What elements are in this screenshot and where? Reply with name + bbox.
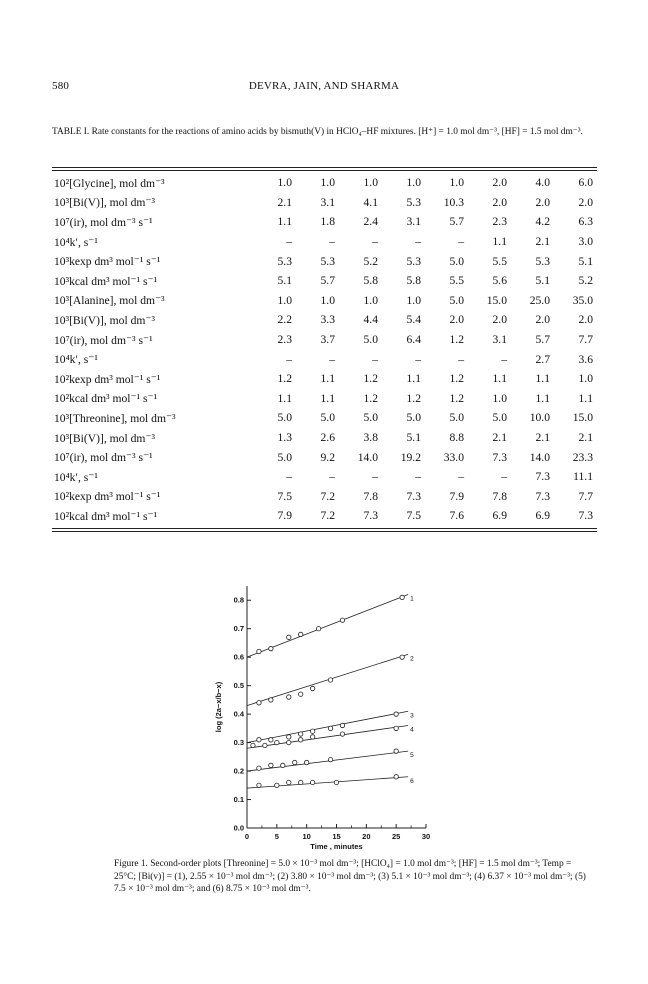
data-point bbox=[340, 723, 344, 727]
table-cell: 2.1 bbox=[578, 431, 593, 445]
data-point bbox=[299, 692, 303, 696]
table-cell: 1.0 bbox=[406, 176, 421, 190]
y-tick-label: 0.6 bbox=[233, 652, 244, 662]
table-cell: 2.1 bbox=[535, 235, 550, 249]
data-point bbox=[293, 760, 297, 764]
table-cell: 33.0 bbox=[443, 450, 464, 464]
table-cell: 5.5 bbox=[492, 254, 507, 268]
data-point bbox=[287, 740, 291, 744]
y-tick-label: 0.1 bbox=[233, 795, 244, 805]
data-point bbox=[400, 595, 404, 599]
table-cell: 2.0 bbox=[492, 176, 507, 190]
row-label: 10⁷(ir), mol dm⁻³ s⁻¹ bbox=[54, 333, 153, 347]
table-cell: 1.0 bbox=[492, 391, 507, 405]
data-point bbox=[287, 695, 291, 699]
table-cell: 7.5 bbox=[406, 509, 421, 523]
table-cell: 5.3 bbox=[535, 254, 550, 268]
series-label-4: 4 bbox=[410, 726, 414, 734]
data-point bbox=[269, 738, 273, 742]
y-tick-label: 0.8 bbox=[233, 595, 244, 605]
table-cell: 19.2 bbox=[400, 450, 421, 464]
table-cell: 23.3 bbox=[572, 450, 593, 464]
table-cell: 7.8 bbox=[363, 489, 378, 503]
table-cell: – bbox=[458, 235, 464, 249]
table-cell: – bbox=[286, 470, 292, 484]
row-label: 10³[Bi(V)], mol dm⁻³ bbox=[54, 431, 155, 445]
row-label: 10³[Bi(V)], mol dm⁻³ bbox=[54, 196, 155, 210]
table-cell: 1.8 bbox=[320, 215, 335, 229]
table-cell: 8.8 bbox=[449, 431, 464, 445]
table-cell: 2.0 bbox=[578, 313, 593, 327]
table-cell: 4.2 bbox=[535, 215, 550, 229]
data-point bbox=[316, 627, 320, 631]
data-point bbox=[251, 743, 255, 747]
table-cell: 5.8 bbox=[363, 274, 378, 288]
table-cell: 2.0 bbox=[535, 195, 550, 209]
table-cell: 5.3 bbox=[277, 254, 292, 268]
x-tick-label: 15 bbox=[332, 832, 341, 841]
table-cell: 7.2 bbox=[320, 489, 335, 503]
data-point bbox=[269, 763, 273, 767]
table-cell: 5.1 bbox=[578, 254, 593, 268]
table-cell: 1.1 bbox=[578, 391, 593, 405]
data-point bbox=[269, 698, 273, 702]
fit-line-5 bbox=[247, 751, 408, 771]
table-cell: 5.7 bbox=[320, 274, 335, 288]
data-point bbox=[263, 743, 267, 747]
table-cell: 2.0 bbox=[449, 313, 464, 327]
table-cell: 7.3 bbox=[492, 450, 507, 464]
table-cell: 2.1 bbox=[492, 431, 507, 445]
table-cell: 4.1 bbox=[363, 195, 378, 209]
y-axis-label: log (2a−x/b−x) bbox=[214, 681, 223, 733]
table-cell: 1.2 bbox=[363, 391, 378, 405]
table-cell: 1.0 bbox=[320, 176, 335, 190]
table-cell: 7.9 bbox=[449, 489, 464, 503]
table-cell: 2.3 bbox=[492, 215, 507, 229]
table-cell: 2.1 bbox=[535, 431, 550, 445]
series-label-2: 2 bbox=[410, 655, 414, 663]
table-cell: – bbox=[372, 235, 378, 249]
table-cell: 3.0 bbox=[578, 235, 593, 249]
table-cell: 2.0 bbox=[492, 195, 507, 209]
table-cell: 1.1 bbox=[535, 372, 550, 386]
row-label: 10²[Glycine], mol dm⁻³ bbox=[54, 176, 165, 190]
y-tick-label: 0.0 bbox=[233, 823, 244, 833]
table-cell: – bbox=[286, 235, 292, 249]
table-cell: 5.8 bbox=[406, 274, 421, 288]
table-cell: 5.0 bbox=[320, 411, 335, 425]
data-point bbox=[394, 726, 398, 730]
table-cell: 25.0 bbox=[529, 293, 550, 307]
data-point bbox=[281, 763, 285, 767]
data-point bbox=[394, 775, 398, 779]
table-cell: 10.0 bbox=[529, 411, 550, 425]
table-cell: 6.9 bbox=[535, 509, 550, 523]
table-cell: 1.0 bbox=[449, 176, 464, 190]
data-point bbox=[257, 783, 261, 787]
series-label-1: 1 bbox=[410, 595, 414, 603]
table-cell: 7.3 bbox=[406, 489, 421, 503]
data-point bbox=[304, 760, 308, 764]
table-cell: 2.7 bbox=[535, 352, 550, 366]
fit-line-6 bbox=[247, 777, 408, 788]
table-cell: 1.2 bbox=[363, 372, 378, 386]
figure-caption: Figure 1. Second-order plots [Threonine] = 5.0 × 10⁻³ mol dm⁻³; [HClO₄] = 1.0 mol dm⁻³; [HF] = 1.5 mol dm⁻³; Temp = 25°C; [Bi(v)] = (1), 2.55 × 10⁻³ mol dm⁻³; (2) 3.80 × 10⁻³ mol dm⁻³; (3) 5.1 × 10⁻³ mol dm⁻³; (4) 6.37 × 10⁻³ mol dm⁻³; (5) 7.5 × 10⁻³ mol dm⁻³; and (6) 8.75 × 10⁻³ mol dm⁻³. bbox=[114, 859, 586, 895]
table-cell: 2.4 bbox=[363, 215, 378, 229]
data-point bbox=[287, 735, 291, 739]
table-cell: 5.6 bbox=[492, 274, 507, 288]
table-cell: 14.0 bbox=[357, 450, 378, 464]
table-cell: 5.0 bbox=[449, 411, 464, 425]
table-cell: 7.3 bbox=[363, 509, 378, 523]
y-tick-label: 0.5 bbox=[233, 681, 244, 691]
x-tick-label: 20 bbox=[362, 832, 371, 841]
table-cell: 7.7 bbox=[578, 333, 593, 347]
table-cell: 2.0 bbox=[535, 313, 550, 327]
table-cell: 3.1 bbox=[492, 333, 507, 347]
table-cell: 5.2 bbox=[578, 274, 593, 288]
x-tick-label: 25 bbox=[391, 832, 401, 841]
data-point bbox=[394, 712, 398, 716]
y-tick-label: 0.7 bbox=[233, 624, 244, 634]
table-cell: 6.3 bbox=[578, 215, 593, 229]
table-cell: 5.0 bbox=[449, 293, 464, 307]
data-point bbox=[299, 780, 303, 784]
table-cell: 3.3 bbox=[320, 313, 335, 327]
fit-line-4 bbox=[247, 726, 408, 749]
table-cell: 5.0 bbox=[277, 450, 292, 464]
data-point bbox=[310, 686, 314, 690]
table-cell: 2.0 bbox=[578, 195, 593, 209]
x-tick-label: 10 bbox=[302, 832, 311, 841]
row-label: 10³[Bi(V)], mol dm⁻³ bbox=[54, 313, 155, 327]
table-cell: 6.9 bbox=[492, 509, 507, 523]
table-cell: 5.7 bbox=[449, 215, 464, 229]
table-cell: 7.3 bbox=[535, 489, 550, 503]
y-tick-label: 0.4 bbox=[233, 709, 244, 719]
table-cell: 14.0 bbox=[529, 450, 550, 464]
row-label: 10³kexp dm³ mol⁻¹ s⁻¹ bbox=[54, 255, 161, 269]
table-cell: 9.2 bbox=[320, 450, 335, 464]
row-label: 10⁷(ir), mol dm⁻³ s⁻¹ bbox=[54, 451, 153, 465]
x-axis-label: Time , minutes bbox=[310, 842, 363, 851]
table-cell: 1.1 bbox=[535, 391, 550, 405]
table-cell: – bbox=[501, 470, 507, 484]
table-cell: 1.1 bbox=[406, 372, 421, 386]
table-cell: 7.3 bbox=[578, 509, 593, 523]
data-point bbox=[310, 729, 314, 733]
table-cell: – bbox=[501, 352, 507, 366]
table-cell: – bbox=[329, 352, 335, 366]
table-cell: 1.0 bbox=[406, 293, 421, 307]
series-label-6: 6 bbox=[410, 777, 414, 785]
data-point bbox=[299, 732, 303, 736]
table-cell: – bbox=[372, 352, 378, 366]
row-label: 10³[Threonine], mol dm⁻³ bbox=[54, 411, 176, 425]
table-cell: – bbox=[329, 235, 335, 249]
table-cell: 2.1 bbox=[277, 195, 292, 209]
table-cell: 1.1 bbox=[277, 215, 292, 229]
table-cell: 1.0 bbox=[363, 293, 378, 307]
table-cell: 1.2 bbox=[449, 391, 464, 405]
table-cell: 6.0 bbox=[578, 176, 593, 190]
table-cell: 11.1 bbox=[573, 470, 593, 484]
table-cell: 1.0 bbox=[277, 176, 292, 190]
data-point bbox=[287, 780, 291, 784]
table-cell: 3.1 bbox=[406, 215, 421, 229]
table-cell: 7.3 bbox=[535, 470, 550, 484]
table-cell: 1.2 bbox=[449, 333, 464, 347]
table-cell: 15.0 bbox=[572, 411, 593, 425]
data-point bbox=[310, 735, 314, 739]
table-cell: 1.1 bbox=[492, 235, 507, 249]
row-label: 10²kexp dm³ mol⁻¹ s⁻¹ bbox=[54, 372, 161, 386]
data-point bbox=[257, 766, 261, 770]
x-tick-label: 30 bbox=[421, 832, 431, 841]
series-label-5: 5 bbox=[410, 752, 414, 760]
table-cell: 5.0 bbox=[449, 254, 464, 268]
table-cell: 1.2 bbox=[277, 372, 292, 386]
table-cell: 35.0 bbox=[572, 293, 593, 307]
table-cell: 7.8 bbox=[492, 489, 507, 503]
table-cell: 3.6 bbox=[578, 352, 593, 366]
table-cell: 2.0 bbox=[492, 313, 507, 327]
table-cell: – bbox=[458, 470, 464, 484]
table-cell: 2.3 bbox=[277, 333, 292, 347]
table-cell: 1.1 bbox=[320, 391, 335, 405]
table-cell: 3.7 bbox=[320, 333, 335, 347]
table-cell: 1.0 bbox=[277, 293, 292, 307]
table-cell: 6.4 bbox=[406, 333, 421, 347]
table-cell: 7.7 bbox=[578, 489, 593, 503]
table-cell: 7.9 bbox=[277, 509, 292, 523]
table-cell: 1.1 bbox=[277, 391, 292, 405]
data-point bbox=[257, 738, 261, 742]
table-cell: – bbox=[372, 470, 378, 484]
table-cell: 5.0 bbox=[363, 411, 378, 425]
table-cell: 10.3 bbox=[443, 195, 464, 209]
data-point bbox=[269, 646, 273, 650]
table-cell: 1.1 bbox=[492, 372, 507, 386]
y-tick-label: 0.3 bbox=[233, 738, 244, 748]
row-label: 10²kcal dm³ mol⁻¹ s⁻¹ bbox=[54, 392, 158, 406]
table-cell: 7.5 bbox=[277, 489, 292, 503]
table-cell: 1.3 bbox=[277, 431, 292, 445]
row-label: 10⁴k′, s⁻¹ bbox=[54, 353, 98, 367]
table-cell: 5.3 bbox=[320, 254, 335, 268]
table-cell: – bbox=[415, 352, 421, 366]
row-label: 10³kcal dm³ mol⁻¹ s⁻¹ bbox=[54, 274, 158, 288]
data-point bbox=[328, 757, 332, 761]
table-caption: TABLE I. Rate constants for the reactions of amino acids by bismuth(V) in HClO₄–HF mixtures. [H⁺] = 1.0 mol dm⁻³, [HF] = 1.5 mol dm⁻³. bbox=[52, 127, 583, 137]
row-label: 10²kexp dm³ mol⁻¹ s⁻¹ bbox=[54, 490, 161, 504]
data-point bbox=[400, 655, 404, 659]
data-point bbox=[257, 701, 261, 705]
table-cell: – bbox=[286, 352, 292, 366]
table-cell: 5.3 bbox=[406, 195, 421, 209]
data-point bbox=[340, 618, 344, 622]
row-label: 10²kcal dm³ mol⁻¹ s⁻¹ bbox=[54, 509, 158, 523]
table-cell: 5.0 bbox=[277, 411, 292, 425]
x-tick-label: 0 bbox=[244, 832, 250, 841]
table-cell: 5.0 bbox=[492, 411, 507, 425]
data-point bbox=[287, 635, 291, 639]
table-cell: – bbox=[415, 470, 421, 484]
table-cell: 1.0 bbox=[578, 372, 593, 386]
table-cell: 5.0 bbox=[363, 333, 378, 347]
table-cell: – bbox=[329, 470, 335, 484]
data-point bbox=[257, 649, 261, 653]
series-label-3: 3 bbox=[410, 712, 414, 720]
row-label: 10⁷(ir), mol dm⁻³ s⁻¹ bbox=[54, 215, 153, 229]
table-cell: 7.2 bbox=[320, 509, 335, 523]
table-cell: 7.6 bbox=[449, 509, 464, 523]
table-cell: 2.6 bbox=[320, 431, 335, 445]
table-cell: 3.1 bbox=[320, 195, 335, 209]
table-cell: 5.1 bbox=[535, 274, 550, 288]
data-point bbox=[334, 780, 338, 784]
table-cell: 4.4 bbox=[363, 313, 378, 327]
table-cell: 5.1 bbox=[277, 274, 292, 288]
table-cell: – bbox=[415, 235, 421, 249]
table-cell: 1.1 bbox=[320, 372, 335, 386]
data-point bbox=[310, 780, 314, 784]
y-tick-label: 0.2 bbox=[233, 766, 244, 776]
data-point bbox=[394, 749, 398, 753]
row-label: 10⁴k′, s⁻¹ bbox=[54, 235, 98, 249]
table-cell: 1.2 bbox=[449, 372, 464, 386]
table-cell: 2.2 bbox=[277, 313, 292, 327]
page-number: 580 bbox=[52, 80, 70, 92]
data-point bbox=[328, 678, 332, 682]
table-cell: 5.2 bbox=[363, 254, 378, 268]
data-point bbox=[275, 783, 279, 787]
table-cell: 5.4 bbox=[406, 313, 421, 327]
table-cell: – bbox=[458, 352, 464, 366]
table-cell: 5.0 bbox=[406, 411, 421, 425]
data-point bbox=[299, 632, 303, 636]
table-cell: 5.7 bbox=[535, 333, 550, 347]
data-point bbox=[299, 738, 303, 742]
data-point bbox=[328, 726, 332, 730]
table-cell: 15.0 bbox=[486, 293, 507, 307]
row-label: 10⁴k′, s⁻¹ bbox=[54, 470, 98, 484]
data-point bbox=[275, 740, 279, 744]
row-label: 10³[Alanine], mol dm⁻³ bbox=[54, 294, 165, 308]
table-cell: 5.3 bbox=[406, 254, 421, 268]
table-cell: 1.0 bbox=[363, 176, 378, 190]
table-cell: 3.8 bbox=[363, 431, 378, 445]
data-point bbox=[340, 732, 344, 736]
table-cell: 1.0 bbox=[320, 293, 335, 307]
table-cell: 4.0 bbox=[535, 176, 550, 190]
table-cell: 5.1 bbox=[406, 431, 421, 445]
table-cell: 1.2 bbox=[406, 391, 421, 405]
running-title: DEVRA, JAIN, AND SHARMA bbox=[248, 80, 400, 92]
table-cell: 5.5 bbox=[449, 274, 464, 288]
x-tick-label: 5 bbox=[274, 832, 279, 841]
